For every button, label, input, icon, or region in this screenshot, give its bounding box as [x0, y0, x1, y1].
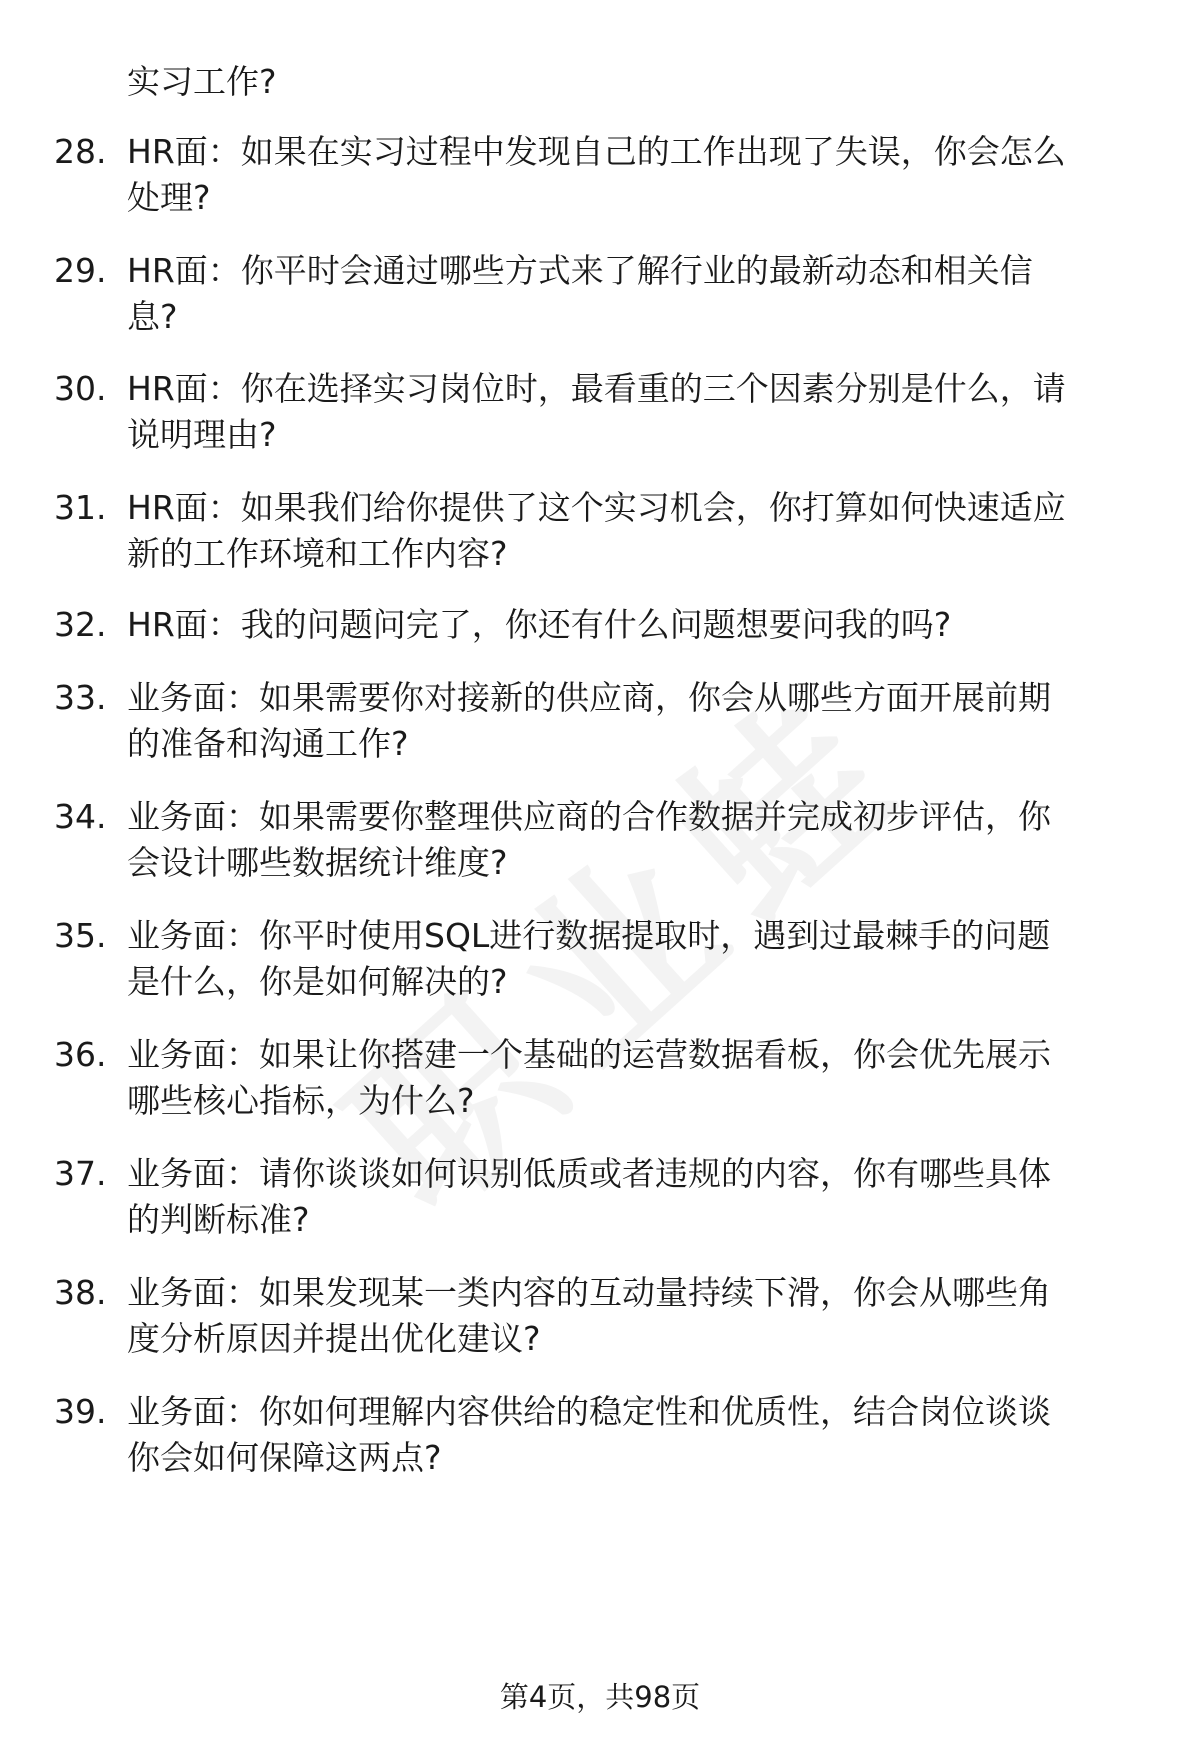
question-number: 37. [54, 1154, 107, 1193]
question-line: 的准备和沟通工作? [127, 724, 409, 763]
question-line: 处理? [127, 178, 211, 217]
question-line: 会设计哪些数据统计维度? [127, 843, 508, 882]
question-text [127, 794, 1157, 886]
question-line: 你会如何保障这两点? [127, 1438, 442, 1477]
question-line: 息? [127, 297, 178, 336]
question-number: 34. [54, 797, 107, 836]
question-line: 业务面：如果需要你整理供应商的合作数据并完成初步评估，你 [127, 797, 1051, 836]
question-text [127, 675, 1157, 767]
question-line: 新的工作环境和工作内容? [127, 534, 508, 573]
question-number: 36. [54, 1035, 107, 1074]
question-text [127, 485, 1157, 577]
question-line: HR面：我的问题问完了，你还有什么问题想要问我的吗? [127, 605, 952, 644]
question-text [127, 913, 1157, 1005]
question-number: 29. [54, 251, 107, 290]
question-line: HR面：你平时会通过哪些方式来了解行业的最新动态和相关信 [127, 251, 1033, 290]
question-text [127, 602, 1157, 648]
page-footer: 第4页，共98页 [499, 1680, 701, 1714]
question-line: 业务面：如果让你搭建一个基础的运营数据看板，你会优先展示 [127, 1035, 1051, 1074]
question-line: 哪些核心指标，为什么? [127, 1081, 475, 1120]
question-number: 38. [54, 1273, 107, 1312]
question-number: 39. [54, 1392, 107, 1431]
question-line: 业务面：你平时使用SQL进行数据提取时，遇到过最棘手的问题 [127, 916, 1051, 955]
question-line: 业务面：如果需要你对接新的供应商，你会从哪些方面开展前期 [127, 678, 1051, 717]
question-line: 是什么，你是如何解决的? [127, 962, 508, 1001]
question-line: HR面：如果我们给你提供了这个实习机会，你打算如何快速适应 [127, 488, 1066, 527]
question-line: 度分析原因并提出优化建议? [127, 1319, 541, 1358]
question-text [127, 1032, 1157, 1124]
question-text [127, 1270, 1157, 1362]
continuation-text: 实习工作? [127, 62, 277, 101]
question-text [127, 129, 1157, 221]
question-text [127, 248, 1157, 340]
question-number: 32. [54, 605, 107, 644]
question-number: 31. [54, 488, 107, 527]
question-number: 33. [54, 678, 107, 717]
question-line: 的判断标准? [127, 1200, 310, 1239]
question-line: 说明理由? [127, 415, 277, 454]
question-number: 35. [54, 916, 107, 955]
question-line: 业务面：如果发现某一类内容的互动量持续下滑，你会从哪些角 [127, 1273, 1051, 1312]
question-line: HR面：你在选择实习岗位时，最看重的三个因素分别是什么，请 [127, 369, 1066, 408]
question-text [127, 1151, 1157, 1243]
question-line: 业务面：请你谈谈如何识别低质或者违规的内容，你有哪些具体 [127, 1154, 1051, 1193]
question-text [127, 366, 1157, 458]
question-number: 30. [54, 369, 107, 408]
question-line: 业务面：你如何理解内容供给的稳定性和优质性，结合岗位谈谈 [127, 1392, 1051, 1431]
question-line: HR面：如果在实习过程中发现自己的工作出现了失误，你会怎么 [127, 132, 1066, 171]
question-number: 28. [54, 132, 107, 171]
question-text [127, 1389, 1157, 1481]
